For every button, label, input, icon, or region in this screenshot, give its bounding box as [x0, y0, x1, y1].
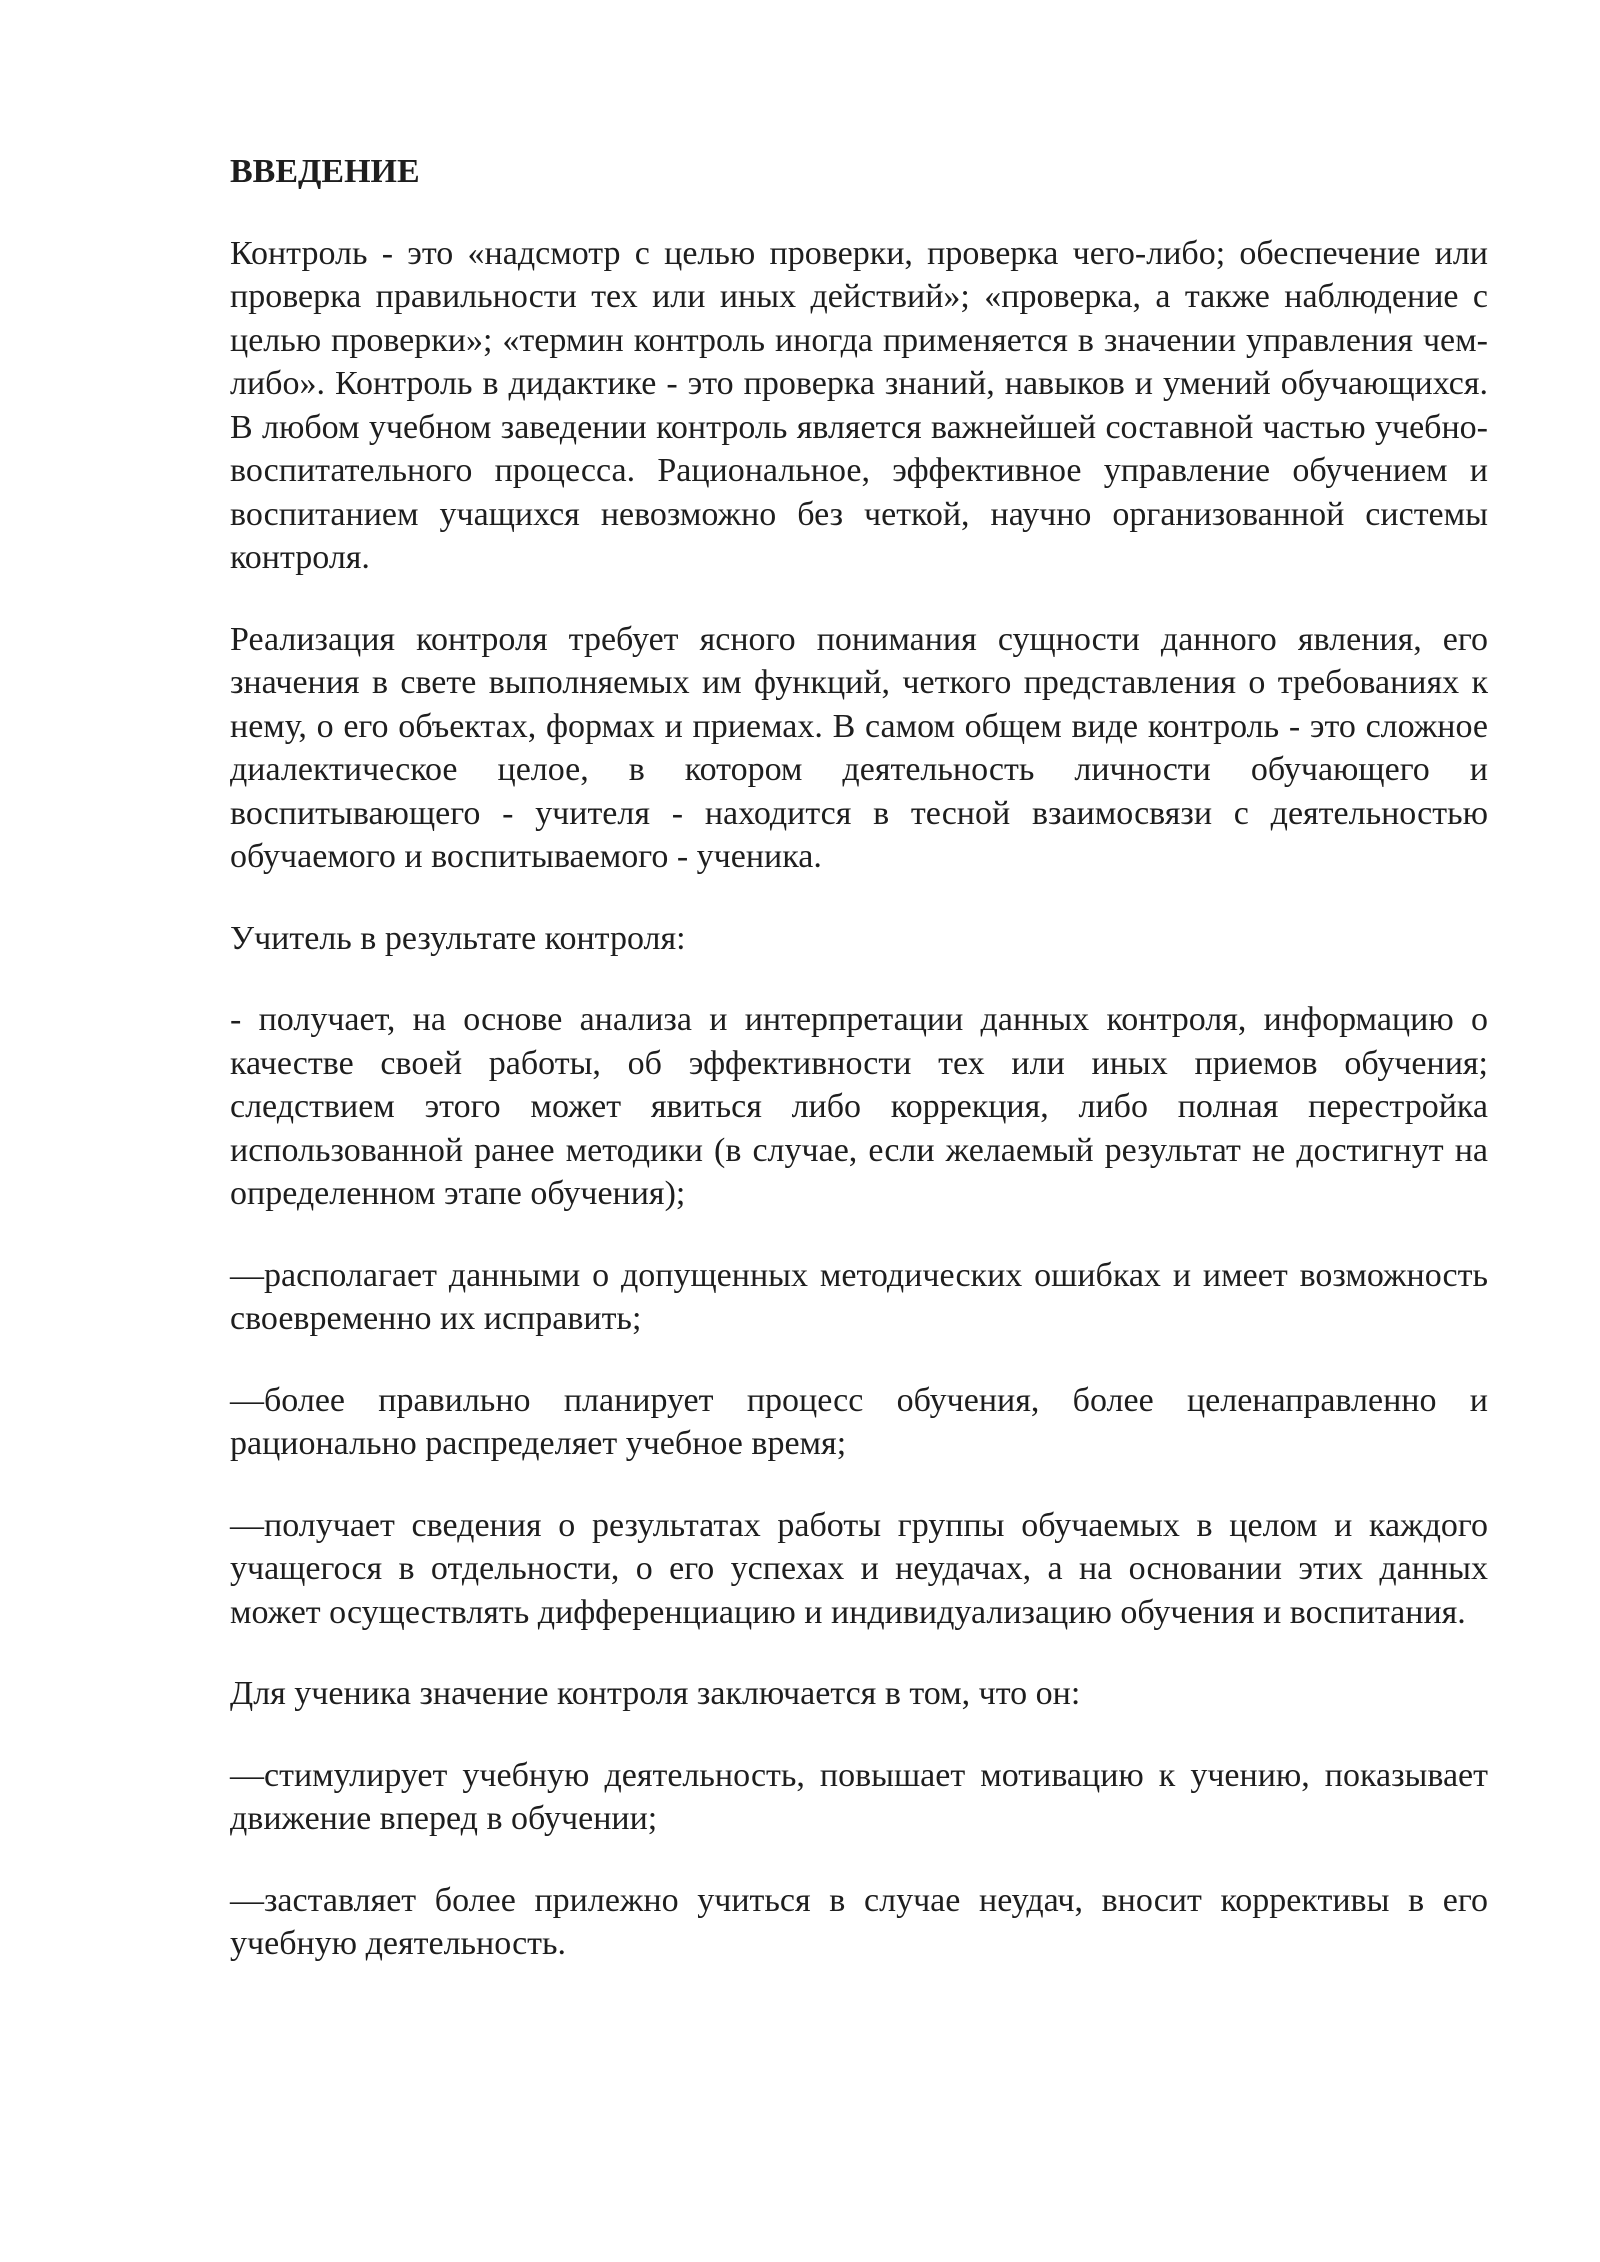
list-item-teacher-2: —располагает данными о допущенных методических ошибках и имеет возможность своевременно их исправить; [230, 1256, 1488, 1337]
list-item-teacher-3: —более правильно планирует процесс обучения, более целенаправленно и рационально распределяет учебное время; [230, 1381, 1488, 1462]
list-item-teacher-4: —получает сведения о результатах работы группы обучаемых в целом и каждого учащегося в отдельности, о его успехах и неудачах, а на основании этих данных может осуществлять дифференциацию и индивидуализацию обучения и воспитания. [230, 1506, 1488, 1631]
paragraph-implementation: Реализация контроля требует ясного понимания сущности данного явления, его значения в свете выполняемых им функций, четкого представления о требованиях к нему, о его объектах, формах и приемах. В самом общем виде контроль - это сложное диалектическое целое, в котором деятельность личности обучающего и воспитывающего - учителя - находится в тесной взаимосвязи с деятельностью обучаемого и воспитываемого - ученика. [230, 620, 1488, 875]
list-item-student-1: —стимулирует учебную деятельность, повышает мотивацию к учению, показывает движение вперед в обучении; [230, 1756, 1488, 1837]
document-page [230, 150, 1488, 1966]
paragraph-teacher-intro: Учитель в результате контроля: [230, 919, 686, 957]
list-item-student-2: —заставляет более прилежно учиться в случае неудач, вносит коррективы в его учебную деятельность. [230, 1881, 1488, 1962]
section-heading: ВВЕДЕНИЕ [230, 153, 420, 190]
list-item-teacher-1: - получает, на основе анализа и интерпретации данных контроля, информацию о качестве своей работы, об эффективности тех или иных приемов обучения; следствием этого может явиться либо коррекция, либо полная перестройка использованной ранее методики (в случае, если желаемый результат не достигнут на определенном этапе обучения); [230, 1001, 1488, 1212]
paragraph-student-intro: Для ученика значение контроля заключается в том, что он: [230, 1675, 1081, 1712]
paragraph-definition: Контроль - это «надсмотр с целью проверки, проверка чего-либо; обеспечение или проверка правильности тех или иных действий»; «проверка, а также наблюдение с целью проверки»; «термин контроль иногда применяется в значении управления чем-либо». Контроль в дидактике - это проверка знаний, навыков и умений обучающихся. В любом учебном заведении контроль является важнейшей составной частью учебно-воспитательного процесса. Рациональное, эффективное управление обучением и воспитанием учащихся невозможно без четкой, научно организованной системы контроля. [230, 234, 1488, 576]
